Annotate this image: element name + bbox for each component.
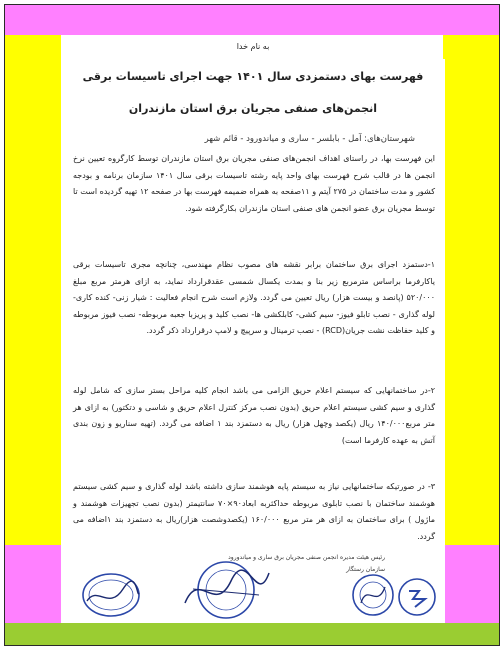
document-subtitle: انجمن‌های صنفی مجریان برق استان مازندران — [128, 102, 378, 115]
intro-paragraph: این فهرست بها، در راستای اهداف انجمن‌های صنفی مجریان برق استان مازندران توسط کارگروه تعیین نرخ انجمن ها در قالب شرح فهرست بهای واحد پایه رشته تاسیسات برقی سال ۱۴۰۱ سازمان برنامه و بودجه کشور و مدت ساختمان در ۲۷۵ آیتم و ۱۱صفحه به همراه ضمیمه فهرست بها در صفحه ۱۲ تهیه گردیده است تا توسط مجریان برق عضو انجمن های صنفی استان مازندران بکارگرفته شود. — [73, 154, 436, 213]
right-pink-block — [443, 545, 499, 623]
document-sheet — [61, 59, 445, 623]
bottom-green-band — [5, 623, 499, 646]
association-logo-icon — [397, 577, 437, 617]
right-stamp — [351, 573, 395, 617]
clause-3-paragraph: ۳- در صورتیکه ساختمانهایی نیاز به سیستم پایه هوشمند سازی داشته باشد لوله گذاری و سیم کشی سیستم هوشمند ساختمان با نصب تابلوی مربوطه حداکثربه ابعاد۹۰×۷۰ سانتیمتر (بدون نصب تجهیزات هوشمند و ماژول ) برای ساختمان به ازای هر متر مربع ۱۶۰/۰۰۰ (یکصدوشصت هزار)ریال به دستمزد بند ۱اضافه می گردد. — [73, 482, 435, 541]
signatory-name: سازمان رستگار — [346, 566, 385, 573]
signatory-title: رئیس هیئت مدیره انجمن صنفی مجریان برق ساری و میاندورود — [228, 554, 385, 561]
document-title: فهرست بهای دستمزدی سال ۱۴۰۱ جهت اجرای تاسیسات برقی — [82, 70, 424, 83]
left-pink-block — [5, 545, 61, 623]
top-pink-band — [5, 5, 499, 35]
clause-2-paragraph: ۲-در ساختمانهایی که سیستم اعلام حریق الزامی می باشد انجام کلیه مراحل بستر سازی که شامل لوله گذاری و سیم کشی سیستم اعلام حریق (بدون نصب مرکز کنترل اعلام حریق و شاسی و دتکتور) به ازای هر متر مربع۱۴۰/۰۰۰ ریال (یکصد وچهل هزار) ریال به دستمزد بند ۱ اضافه می گردد. (تهیه سناریو و زون بندی آتش به عهده کارفرما است) — [73, 386, 435, 445]
signature-area — [61, 551, 445, 623]
basmala: به نام خدا — [236, 42, 270, 51]
right-yellow-margin — [443, 35, 499, 545]
cities-line: شهرستان‌های: آمل - بابلسر - ساری و میاندورود - قائم شهر — [204, 134, 415, 144]
middle-stamp — [181, 559, 271, 621]
left-yellow-margin — [5, 35, 61, 545]
left-stamp — [81, 571, 141, 619]
clause-1-paragraph: ۱-دستمزد اجرای برق ساختمان برابر نقشه های مصوب نظام مهندسی، چنانچه مجری تاسیسات برقی یاکارفرما براساس مترمربع زیر بنا و بمدت یکسال شمسی عقدقرارداد نماید، به ازای هرمتر مربع مبلغ ۵۲۰/۰۰۰ (پانصد و بیست هزار) ریال تعیین می گردد. ولازم است شرح انجام فعالیت : شیار زنی- کنده کاری-لوله گذاری - نصب تابلو فیوز- سیم کشی- کابلکشی ها- نصب کلید و پریزبا جعبه مربوطه- نصب فیوز مربوطه و کلید حفاظت نشت جریان(RCD) - نصب ترمینال و سرپیچ و لامپ درقرارداد ذکر گردد. — [73, 260, 435, 335]
page-frame — [4, 4, 500, 646]
